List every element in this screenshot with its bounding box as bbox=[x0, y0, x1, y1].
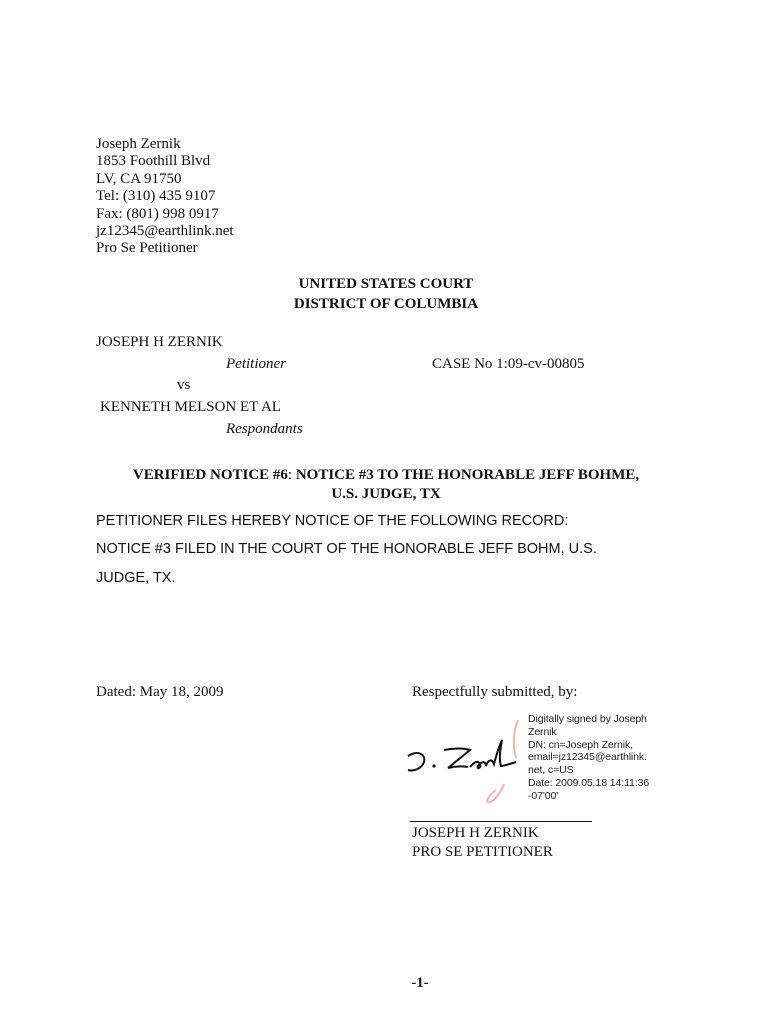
body-paragraph-2-line2: JUDGE, TX. bbox=[96, 570, 176, 586]
versus-label: vs bbox=[177, 377, 191, 393]
court-name: UNITED STATES COURT bbox=[298, 276, 474, 292]
sender-phone: Tel: (310) 435 9107 bbox=[96, 188, 216, 205]
sender-email: jz12345@earthlink.net bbox=[96, 222, 234, 239]
stamp-line-signed-by: Digitally signed by Joseph bbox=[528, 713, 647, 725]
dated-line: Dated: May 18, 2009 bbox=[96, 684, 224, 700]
page-number: -1- bbox=[411, 975, 429, 991]
body-paragraph-1: PETITIONER FILES HEREBY NOTICE OF THE FOLLOWING RECORD: bbox=[96, 513, 569, 529]
title-prefix: VERIFIED NOTICE #6 bbox=[132, 467, 288, 483]
document-title bbox=[0, 467, 768, 485]
stamp-line-country: net, c=US bbox=[528, 764, 574, 777]
sender-address-block bbox=[96, 136, 234, 258]
petitioner-role: Petitioner bbox=[226, 356, 286, 372]
signature-line bbox=[410, 821, 592, 822]
respectfully-submitted: Respectfully submitted, by: bbox=[412, 684, 578, 700]
signer-title: PRO SE PETITIONER bbox=[412, 844, 553, 860]
stamp-line-name: Zernik bbox=[528, 725, 557, 738]
stamp-line-email: email=jz12345@earthlink. bbox=[528, 751, 647, 764]
sender-fax: Fax: (801) 998 0917 bbox=[96, 205, 219, 222]
signer-name: JOSEPH H ZERNIK bbox=[412, 825, 539, 841]
digital-signature-stamp bbox=[528, 713, 649, 803]
sender-city: LV, CA 91750 bbox=[96, 170, 182, 187]
case-number: CASE No 1:09-cv-00805 bbox=[432, 356, 585, 372]
court-district: DISTRICT OF COLUMBIA bbox=[293, 296, 479, 312]
petitioner-name: JOSEPH H ZERNIK bbox=[96, 334, 223, 350]
handwritten-signature bbox=[404, 710, 528, 810]
respondent-name: KENNETH MELSON ET AL bbox=[100, 399, 281, 415]
respondent-role: Respondants bbox=[226, 421, 303, 437]
stamp-line-offset: -07'00' bbox=[528, 789, 559, 802]
stamp-line-date: Date: 2009.05.18 14:11:36 bbox=[528, 776, 650, 789]
stamp-line-dn: DN: cn=Joseph Zernik, bbox=[528, 738, 633, 751]
sender-role: Pro Se Petitioner bbox=[96, 240, 198, 257]
body-paragraph-2-line1: NOTICE #3 FILED IN THE COURT OF THE HONORABLE JEFF BOHM, U.S. bbox=[96, 541, 597, 557]
title-rest: NOTICE #3 TO THE HONORABLE JEFF BOHME, bbox=[292, 467, 640, 483]
sender-street: 1853 Foothill Blvd bbox=[96, 153, 211, 170]
document-title-line2: U.S. JUDGE, TX bbox=[331, 486, 441, 502]
title-separator: : bbox=[287, 467, 293, 483]
sender-name: Joseph Zernik bbox=[96, 136, 181, 152]
